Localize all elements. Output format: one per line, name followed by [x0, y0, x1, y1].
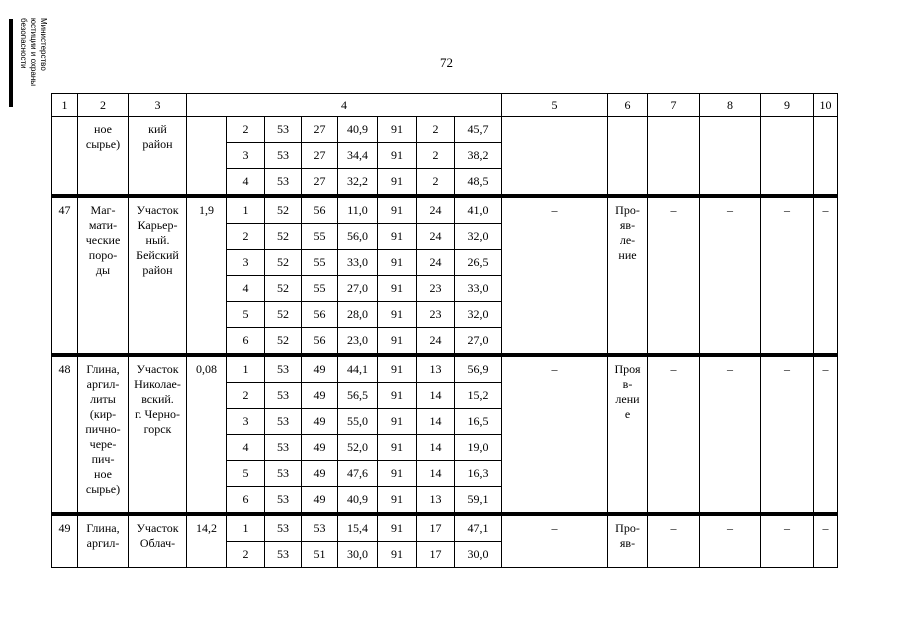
table-cell: 4 [227, 276, 265, 302]
table-cell: 91 [378, 250, 417, 276]
table-cell: 47 [52, 196, 78, 355]
table-cell: 5 [227, 302, 265, 328]
table-cell: 40,9 [338, 117, 378, 143]
table-cell: 30,0 [455, 542, 502, 568]
table-row [52, 196, 838, 224]
table-cell: 32,2 [338, 169, 378, 197]
table-cell: 91 [378, 302, 417, 328]
table-cell: 24 [417, 250, 455, 276]
table-cell: 53 [265, 487, 302, 515]
table-cell: 3 [227, 143, 265, 169]
table-cell: – [700, 514, 761, 568]
table-cell: Про- яв- [608, 514, 648, 568]
table-cell: Про- яв- ле- ние [608, 196, 648, 355]
table-cell: 23,0 [338, 328, 378, 356]
table-cell: 52 [265, 196, 302, 224]
header-cell: 5 [502, 94, 608, 117]
table-cell: ное сырье) [78, 117, 129, 197]
table-cell: 15,4 [338, 514, 378, 542]
table-cell: – [648, 514, 700, 568]
table-cell: 28,0 [338, 302, 378, 328]
table-cell: 49 [302, 487, 338, 515]
table-cell: 2 [227, 224, 265, 250]
header-cell: 7 [648, 94, 700, 117]
table-cell: 41,0 [455, 196, 502, 224]
table-cell [761, 117, 814, 197]
table-cell: кий район [129, 117, 187, 197]
table-cell: Глина, аргил- [78, 514, 129, 568]
header-cell: 2 [78, 94, 129, 117]
table-cell: 4 [227, 435, 265, 461]
table-cell: 52 [265, 328, 302, 356]
table-cell: Участок Николае- вский. г. Черно- горск [129, 355, 187, 514]
table-row [52, 514, 838, 542]
table-cell: 91 [378, 276, 417, 302]
table-cell [608, 117, 648, 197]
table-cell: – [761, 196, 814, 355]
table-cell: 56 [302, 328, 338, 356]
table-cell: 91 [378, 355, 417, 383]
table-cell: 53 [265, 143, 302, 169]
header-cell: 10 [814, 94, 838, 117]
table-cell: 48,5 [455, 169, 502, 197]
table-cell: 23 [417, 302, 455, 328]
table-cell: 52 [265, 250, 302, 276]
table-cell: 56,0 [338, 224, 378, 250]
stamp-text [18, 18, 48, 86]
table-cell: – [648, 196, 700, 355]
table-row [52, 117, 838, 143]
table-cell: 2 [417, 117, 455, 143]
table-cell: 38,2 [455, 143, 502, 169]
table-cell: 13 [417, 355, 455, 383]
table-cell: 14 [417, 383, 455, 409]
table-cell: 1 [227, 514, 265, 542]
table-cell: 91 [378, 383, 417, 409]
table-cell: 53 [265, 169, 302, 197]
stamp-line: Министерство [39, 18, 48, 71]
table-cell: 52,0 [338, 435, 378, 461]
table-cell: 49 [302, 461, 338, 487]
page-number: 72 [440, 55, 453, 70]
table-cell: 17 [417, 514, 455, 542]
deposit-registry-table [51, 93, 838, 568]
table-cell: 3 [227, 250, 265, 276]
table-cell: 6 [227, 487, 265, 515]
table-cell: 91 [378, 143, 417, 169]
table-cell: 14 [417, 409, 455, 435]
table-cell [187, 117, 227, 197]
header-row [52, 94, 838, 117]
stamp-line: юстиции и охраны [29, 18, 38, 86]
table-cell: 24 [417, 328, 455, 356]
table-cell: – [502, 355, 608, 514]
table-cell: Глина, аргил- литы (кир- пично- чере- пич- ное сырье) [78, 355, 129, 514]
table-cell: 23 [417, 276, 455, 302]
table-cell: 1 [227, 355, 265, 383]
table-cell: – [502, 514, 608, 568]
table-cell: 19,0 [455, 435, 502, 461]
table-cell: 91 [378, 117, 417, 143]
header-cell: 6 [608, 94, 648, 117]
table-cell: 56 [302, 196, 338, 224]
table-cell: 6 [227, 328, 265, 356]
table-cell: – [502, 196, 608, 355]
table-cell: 2 [227, 383, 265, 409]
table-cell: 53 [265, 461, 302, 487]
table-cell: 24 [417, 224, 455, 250]
table-cell: 48 [52, 355, 78, 514]
table-cell: 91 [378, 542, 417, 568]
table-cell: 56,5 [338, 383, 378, 409]
table-cell: 1 [227, 196, 265, 224]
table-cell: 14,2 [187, 514, 227, 568]
table-cell: 49 [302, 355, 338, 383]
table-cell: 16,5 [455, 409, 502, 435]
table-cell: 13 [417, 487, 455, 515]
table-cell: 32,0 [455, 224, 502, 250]
table-cell: 53 [265, 542, 302, 568]
table-cell: 51 [302, 542, 338, 568]
header-cell: 1 [52, 94, 78, 117]
table-cell: 17 [417, 542, 455, 568]
table-cell: Проя в- лени е [608, 355, 648, 514]
table-cell: 52 [265, 224, 302, 250]
table-cell: 49 [52, 514, 78, 568]
table-cell: – [648, 355, 700, 514]
table-cell: 32,0 [455, 302, 502, 328]
table-cell: 27,0 [338, 276, 378, 302]
table-cell: 49 [302, 409, 338, 435]
table-cell: 26,5 [455, 250, 502, 276]
table-cell: 27,0 [455, 328, 502, 356]
table-cell: 2 [417, 143, 455, 169]
table-cell: 91 [378, 487, 417, 515]
table-cell: – [700, 355, 761, 514]
table-cell: 53 [265, 409, 302, 435]
table-cell: 55 [302, 224, 338, 250]
table-cell: 49 [302, 383, 338, 409]
table-cell: 55 [302, 276, 338, 302]
table-cell: – [814, 514, 838, 568]
table-cell: 55 [302, 250, 338, 276]
table-cell: 56,9 [455, 355, 502, 383]
table-cell: 2 [227, 117, 265, 143]
header-cell: 8 [700, 94, 761, 117]
table-cell: – [700, 196, 761, 355]
table-cell: 40,9 [338, 487, 378, 515]
table-cell: 91 [378, 409, 417, 435]
table-cell: 27 [302, 169, 338, 197]
table-cell: 91 [378, 514, 417, 542]
header-cell: 4 [187, 94, 502, 117]
table-cell: 14 [417, 435, 455, 461]
table-cell: 91 [378, 196, 417, 224]
table-cell: Маг- мати- ческие поро- ды [78, 196, 129, 355]
table-cell: 24 [417, 196, 455, 224]
table-cell: 52 [265, 302, 302, 328]
table-cell: 59,1 [455, 487, 502, 515]
table-cell [502, 117, 608, 197]
table-cell: 33,0 [338, 250, 378, 276]
table-cell: 5 [227, 461, 265, 487]
table-cell: 3 [227, 409, 265, 435]
table-cell: Участок Облач- [129, 514, 187, 568]
table-cell: 91 [378, 169, 417, 197]
table-cell: 56 [302, 302, 338, 328]
table-cell: 91 [378, 435, 417, 461]
table-cell: – [814, 196, 838, 355]
table-cell: 15,2 [455, 383, 502, 409]
table-cell: 4 [227, 169, 265, 197]
table-cell: 30,0 [338, 542, 378, 568]
table-cell: 34,4 [338, 143, 378, 169]
table-cell: 1,9 [187, 196, 227, 355]
table-cell: 27 [302, 143, 338, 169]
table-row [52, 355, 838, 383]
table-cell [648, 117, 700, 197]
table-cell: 47,1 [455, 514, 502, 542]
stamp-line: безопасности [19, 18, 28, 69]
header-cell: 3 [129, 94, 187, 117]
table-cell: 44,1 [338, 355, 378, 383]
table-body [52, 94, 838, 568]
table-cell: 55,0 [338, 409, 378, 435]
table-cell: 91 [378, 328, 417, 356]
header-cell: 9 [761, 94, 814, 117]
table-cell: 27 [302, 117, 338, 143]
table-cell: 45,7 [455, 117, 502, 143]
table-cell: – [761, 514, 814, 568]
table-cell: 2 [227, 542, 265, 568]
table-cell [52, 117, 78, 197]
table-cell: 33,0 [455, 276, 502, 302]
table-cell: 0,08 [187, 355, 227, 514]
table-cell: 2 [417, 169, 455, 197]
table-cell: 53 [265, 117, 302, 143]
table-cell: 16,3 [455, 461, 502, 487]
table-cell: 49 [302, 435, 338, 461]
table-cell: 52 [265, 276, 302, 302]
table-cell: 11,0 [338, 196, 378, 224]
table-cell: 91 [378, 461, 417, 487]
table-cell: 53 [265, 514, 302, 542]
table-cell: 53 [265, 435, 302, 461]
table-cell: – [761, 355, 814, 514]
table-cell: 91 [378, 224, 417, 250]
table-cell: – [814, 355, 838, 514]
table-cell [814, 117, 838, 197]
table-cell: 14 [417, 461, 455, 487]
table-cell: 53 [265, 383, 302, 409]
table-cell [700, 117, 761, 197]
table-cell: 53 [302, 514, 338, 542]
table-cell: Участок Карьер- ный. Бейский район [129, 196, 187, 355]
table-cell: 53 [265, 355, 302, 383]
table-cell: 47,6 [338, 461, 378, 487]
